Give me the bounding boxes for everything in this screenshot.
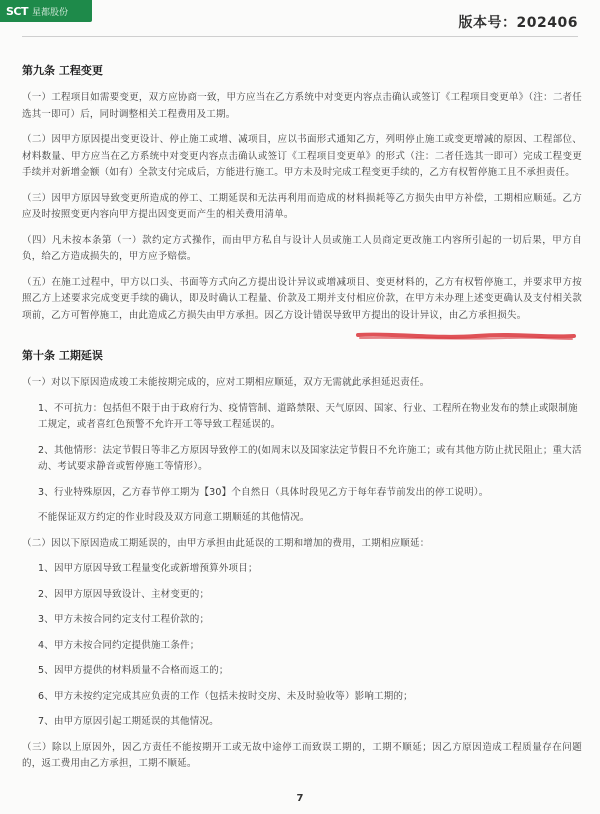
article-9-para-2: （二）因甲方原因提出变更设计、停止施工或增、减项目，应以书面形式通知乙方，列明停止施工或变更增减的原因、工程部位、材料数量、甲方应当在乙方系统中对变更内容点击确认或签订《工程项目变更单》的形式（注：二者任选其一即可）完成工程变更手续并对新增金额（如有）全款支付完成后，方能进行施工。甲方未及时完成工程变更手续的，乙方有权暂停施工且不承担责任。 bbox=[22, 134, 582, 178]
article-10-s2-item-2: 2、因甲方原因导致设计、主材变更的； bbox=[38, 588, 210, 600]
article-10-title: 第十条 工期延误 bbox=[22, 349, 103, 362]
article-10-section-3: （三）除以上原因外，因乙方责任不能按期开工或无故中途停工而致误工期的，工期不顺延；因乙方原因造成工程质量存在问题的，返工费用由乙方承担，工期不顺延。 bbox=[22, 741, 582, 769]
article-10-s2-item-4: 4、甲方未按合同约定提供施工条件； bbox=[38, 639, 200, 651]
article-10-item-1: 1、不可抗力：包括但不限于由于政府行为、疫情管制、道路禁限、天气原因、国家、行业、工程所在物业发布的禁止或限制施工规定，或者喜红色预警不允许开工等导致工程延误的。 bbox=[38, 402, 578, 430]
article-10-s2-item-5: 5、因甲方提供的材料质量不合格而返工的； bbox=[38, 665, 229, 676]
article-10-s2-item-7: 7、由甲方原因引起工期延误的其他情况。 bbox=[38, 716, 219, 727]
article-9-title: 第九条 工程变更 bbox=[22, 64, 103, 77]
article-10-item-4: 不能保证双方约定的作业时段及双方同意工期顺延的其他情况。 bbox=[38, 512, 310, 523]
article-9-para-3: （三）因甲方原因导致变更所造成的停工、工期延误和无法再利用而造成的材料损耗等乙方损失由甲方补偿，工期相应顺延。乙方应及时按照变更内容向甲方提出因变更而产生的相关费用清单。 bbox=[22, 192, 582, 220]
article-9-para-4: （四）凡未按本条第（一）款约定方式操作，而由甲方私自与设计人员或施工人员商定更改施工内容所引起的一切后果，甲方自负，给乙方造成损失的，甲方应予赔偿。 bbox=[22, 234, 582, 262]
logo-mark: SCT bbox=[6, 4, 28, 18]
header-divider bbox=[22, 36, 578, 37]
red-highlight-underline bbox=[356, 330, 576, 342]
article-10-section-2-intro: （二）因以下原因造成工期延误的，由甲方承担由此延误的工期和增加的费用，工期相应顺延： bbox=[22, 537, 430, 549]
company-logo bbox=[0, 0, 92, 22]
logo-text: 星都股份 bbox=[32, 7, 69, 18]
article-10-s2-item-6: 6、甲方未按约定完成其应负责的工作（包括未按时交房、未及时验收等）影响工期的； bbox=[38, 690, 413, 702]
page-number: 7 bbox=[296, 793, 304, 804]
document-body bbox=[22, 62, 582, 782]
article-10-item-3: 3、行业特殊原因，乙方春节停工期为【30】个自然日（具体时段见乙方于每年春节前发出的停工说明）。 bbox=[38, 486, 489, 498]
article-10-intro: （一）对以下原因造成竣工未能按期完成的，应对工期相应顺延，双方无需就此承担延迟责任。 bbox=[22, 377, 430, 388]
article-10-s2-item-3: 3、甲方未按合同约定支付工程价款的； bbox=[38, 614, 210, 625]
article-9-para-1: （一）工程项目如需要变更，双方应协商一致，甲方应当在乙方系统中对变更内容点击确认或签订《工程项目变更单》（注：二者任选其一即可）后，同时调整相关工程费用及工期。 bbox=[22, 92, 582, 120]
version-number: 版本号：202406 bbox=[458, 15, 578, 31]
article-9-para-5: （五）在施工过程中，甲方以口头、书面等方式向乙方提出设计异议或增减项目、变更材料的，乙方有权暂停施工，并要求甲方按照乙方上述要求完成变更手续的确认，即及时确认工程量、价款及工期并支付相应价款，在甲方未办理上述变更确认及支付相关款项前，乙方可暂停施工，由此造成乙方损失由甲方承担。因乙方设计错误导致甲方提出的设计异议，由乙方承担损失。 bbox=[22, 276, 582, 321]
article-10-s2-item-1: 1、因甲方原因导致工程量变化或新增预算外项目； bbox=[38, 563, 258, 574]
article-10-item-2: 2、其他情形：法定节假日等非乙方原因导致停工的(如周末以及国家法定节假日不允许施工；或有其他方防止扰民阻止；重大活动、考试要求静音或暂停施工等情形）。 bbox=[38, 444, 582, 472]
